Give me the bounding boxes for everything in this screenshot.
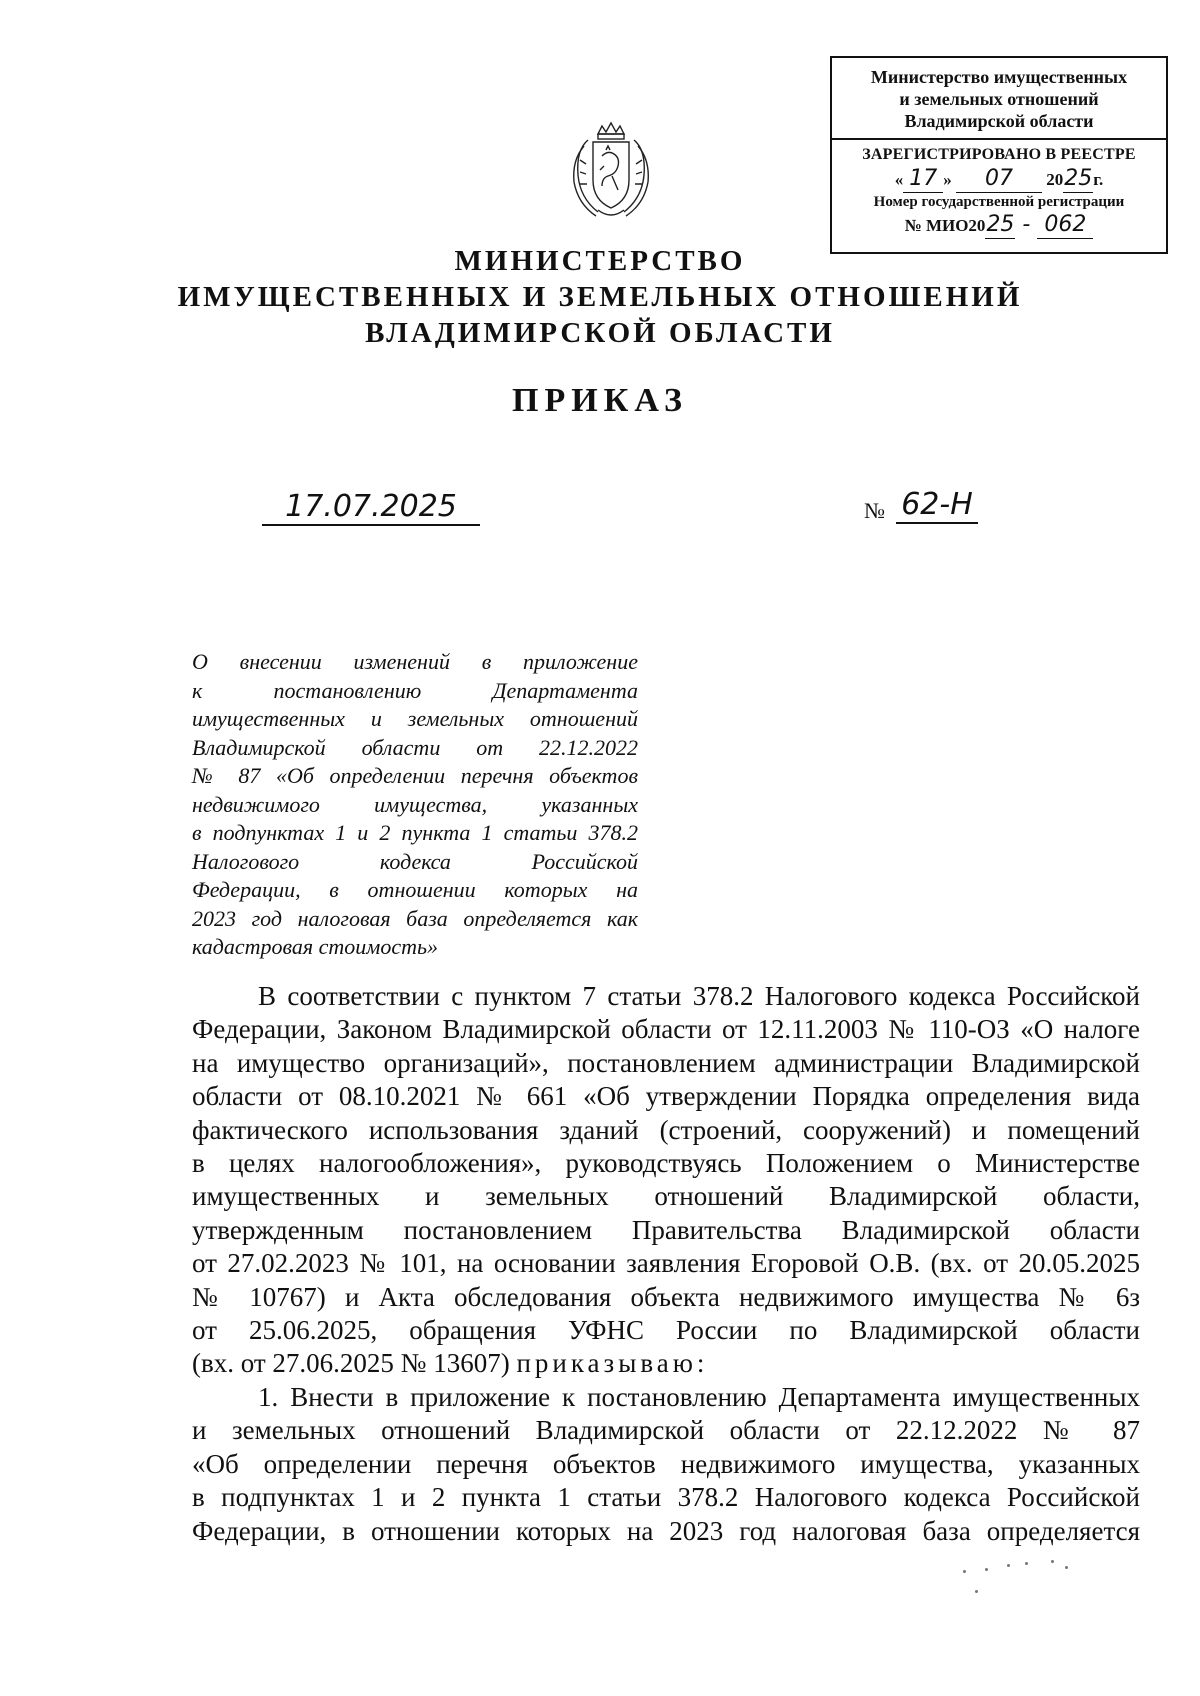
scan-dot	[963, 1570, 966, 1573]
body-line: фактического использования зданий (строений, сооружений) и помещений	[192, 1114, 1140, 1145]
stamp-reg-number-prefix: № МИО20	[904, 216, 986, 235]
scan-dot	[985, 1568, 988, 1571]
body-line: Федерации, Законом Владимирской области от 12.11.2003 № 110-ОЗ «О налоге	[192, 1014, 1140, 1045]
stamp-reg-number-value: 062	[1037, 212, 1093, 239]
order-number: 62-Н	[896, 488, 978, 524]
subject-line: Налогового кодекса Российской	[192, 848, 638, 874]
stamp-year-prefix: 20	[1046, 170, 1064, 189]
body-line: от 27.02.2023 № 101, на основании заявления Егоровой О.В. (вх. от 20.05.2025	[192, 1248, 1140, 1279]
item1-line: в подпунктах 1 и 2 пункта 1 статьи 378.2 Налогового кодекса Российской	[192, 1482, 1140, 1513]
order-subject	[192, 648, 638, 962]
stamp-reg-number-dash: -	[1015, 212, 1038, 237]
item1-line: и земельных отношений Владимирской области от 22.12.2022 № 87	[192, 1415, 1140, 1446]
subject-line: к постановлению Департамента	[192, 677, 638, 703]
scan-dot	[1051, 1560, 1054, 1563]
item1-line: «Об определении перечня объектов недвижимого имущества, указанных	[192, 1448, 1140, 1479]
subject-line: имущественных и земельных отношений	[192, 706, 638, 731]
stamp-registered-label: ЗАРЕГИСТРИРОВАНО В РЕЕСТРЕ	[862, 146, 1136, 163]
stamp-reg-number	[832, 212, 1166, 239]
item1-line: Федерации, в отношении которых на 2023 год налоговая база определяется	[192, 1515, 1140, 1546]
order-command: приказываю:	[516, 1348, 709, 1379]
subject-line: Федерации, в отношении которых на	[192, 877, 638, 902]
body-last-line-start: (вх. от 27.06.2025 № 13607)	[192, 1348, 517, 1379]
stamp-year-end: г.	[1093, 170, 1104, 189]
document-type-title: ПРИКАЗ	[512, 382, 688, 419]
stamp-reg-number-year: 25	[986, 212, 1015, 237]
stamp-month: 07	[956, 166, 1042, 193]
subject-line: кадастровая стоимость»	[192, 934, 439, 959]
order-date: 17.07.2025	[262, 490, 480, 526]
stamp-org-line: Владимирской области	[904, 111, 1094, 131]
registration-stamp	[830, 56, 1168, 254]
ministry-line: ИМУЩЕСТВЕННЫХ И ЗЕМЕЛЬНЫХ ОТНОШЕНИЙ	[177, 281, 1023, 313]
scan-dot	[1025, 1562, 1028, 1565]
body-line: от 25.06.2025, обращения УФНС России по Владимирской области	[192, 1315, 1140, 1346]
stamp-day: 17	[903, 166, 943, 193]
stamp-organization	[832, 58, 1166, 132]
scan-marks	[955, 1550, 1115, 1610]
body-line	[192, 1347, 1140, 1380]
order-number-label: №	[864, 498, 885, 523]
item1-line: 1. Внести в приложение к постановлению Департамента имущественных	[258, 1381, 1140, 1412]
stamp-reg-number-label: Номер государственной регистрации	[873, 194, 1125, 210]
body-line: имущественных и земельных отношений Владимирской области,	[192, 1181, 1140, 1212]
subject-line: Владимирской области от 22.12.2022	[192, 734, 638, 760]
coat-of-arms-emblem	[558, 120, 664, 222]
subject-line: 2023 год налоговая база определяется как	[192, 905, 638, 931]
body-line: области от 08.10.2021 № 661 «Об утверждении Порядка определения вида	[192, 1081, 1140, 1112]
ministry-line: ВЛАДИМИРСКОЙ ОБЛАСТИ	[365, 317, 835, 349]
body-line: В соответствии с пунктом 7 статьи 378.2 Налогового кодекса Российской	[258, 981, 1140, 1011]
stamp-year-suffix: 25	[1064, 166, 1093, 191]
scan-dot	[975, 1590, 978, 1593]
ministry-name	[0, 243, 1200, 351]
subject-line: О внесении изменений в приложение	[192, 649, 638, 674]
subject-line: недвижимого имущества, указанных	[192, 791, 638, 817]
stamp-close-quote: »	[943, 170, 952, 189]
stamp-org-line: Министерство имущественных	[870, 67, 1128, 87]
scan-dot	[1007, 1564, 1010, 1567]
scan-dot	[1065, 1566, 1068, 1569]
stamp-org-line: и земельных отношений	[899, 89, 1099, 109]
stamp-date-line	[832, 166, 1166, 192]
stamp-divider	[832, 138, 1166, 140]
subject-line: № 87 «Об определении перечня объектов	[192, 763, 638, 788]
ministry-line: МИНИСТЕРСТВО	[454, 245, 746, 277]
stamp-open-quote: «	[894, 170, 904, 189]
subject-line: в подпунктах 1 и 2 пункта 1 статьи 378.2	[192, 820, 638, 845]
order-body	[192, 980, 1140, 1548]
body-line: в целях налогообложения», руководствуясь Положением о Министерстве	[192, 1148, 1140, 1179]
body-line: на имущество организаций», постановлением администрации Владимирской	[192, 1047, 1140, 1078]
body-line: утвержденным постановлением Правительства Владимирской области	[192, 1214, 1140, 1245]
body-line: № 10767) и Акта обследования объекта недвижимого имущества № 6з	[192, 1281, 1140, 1312]
